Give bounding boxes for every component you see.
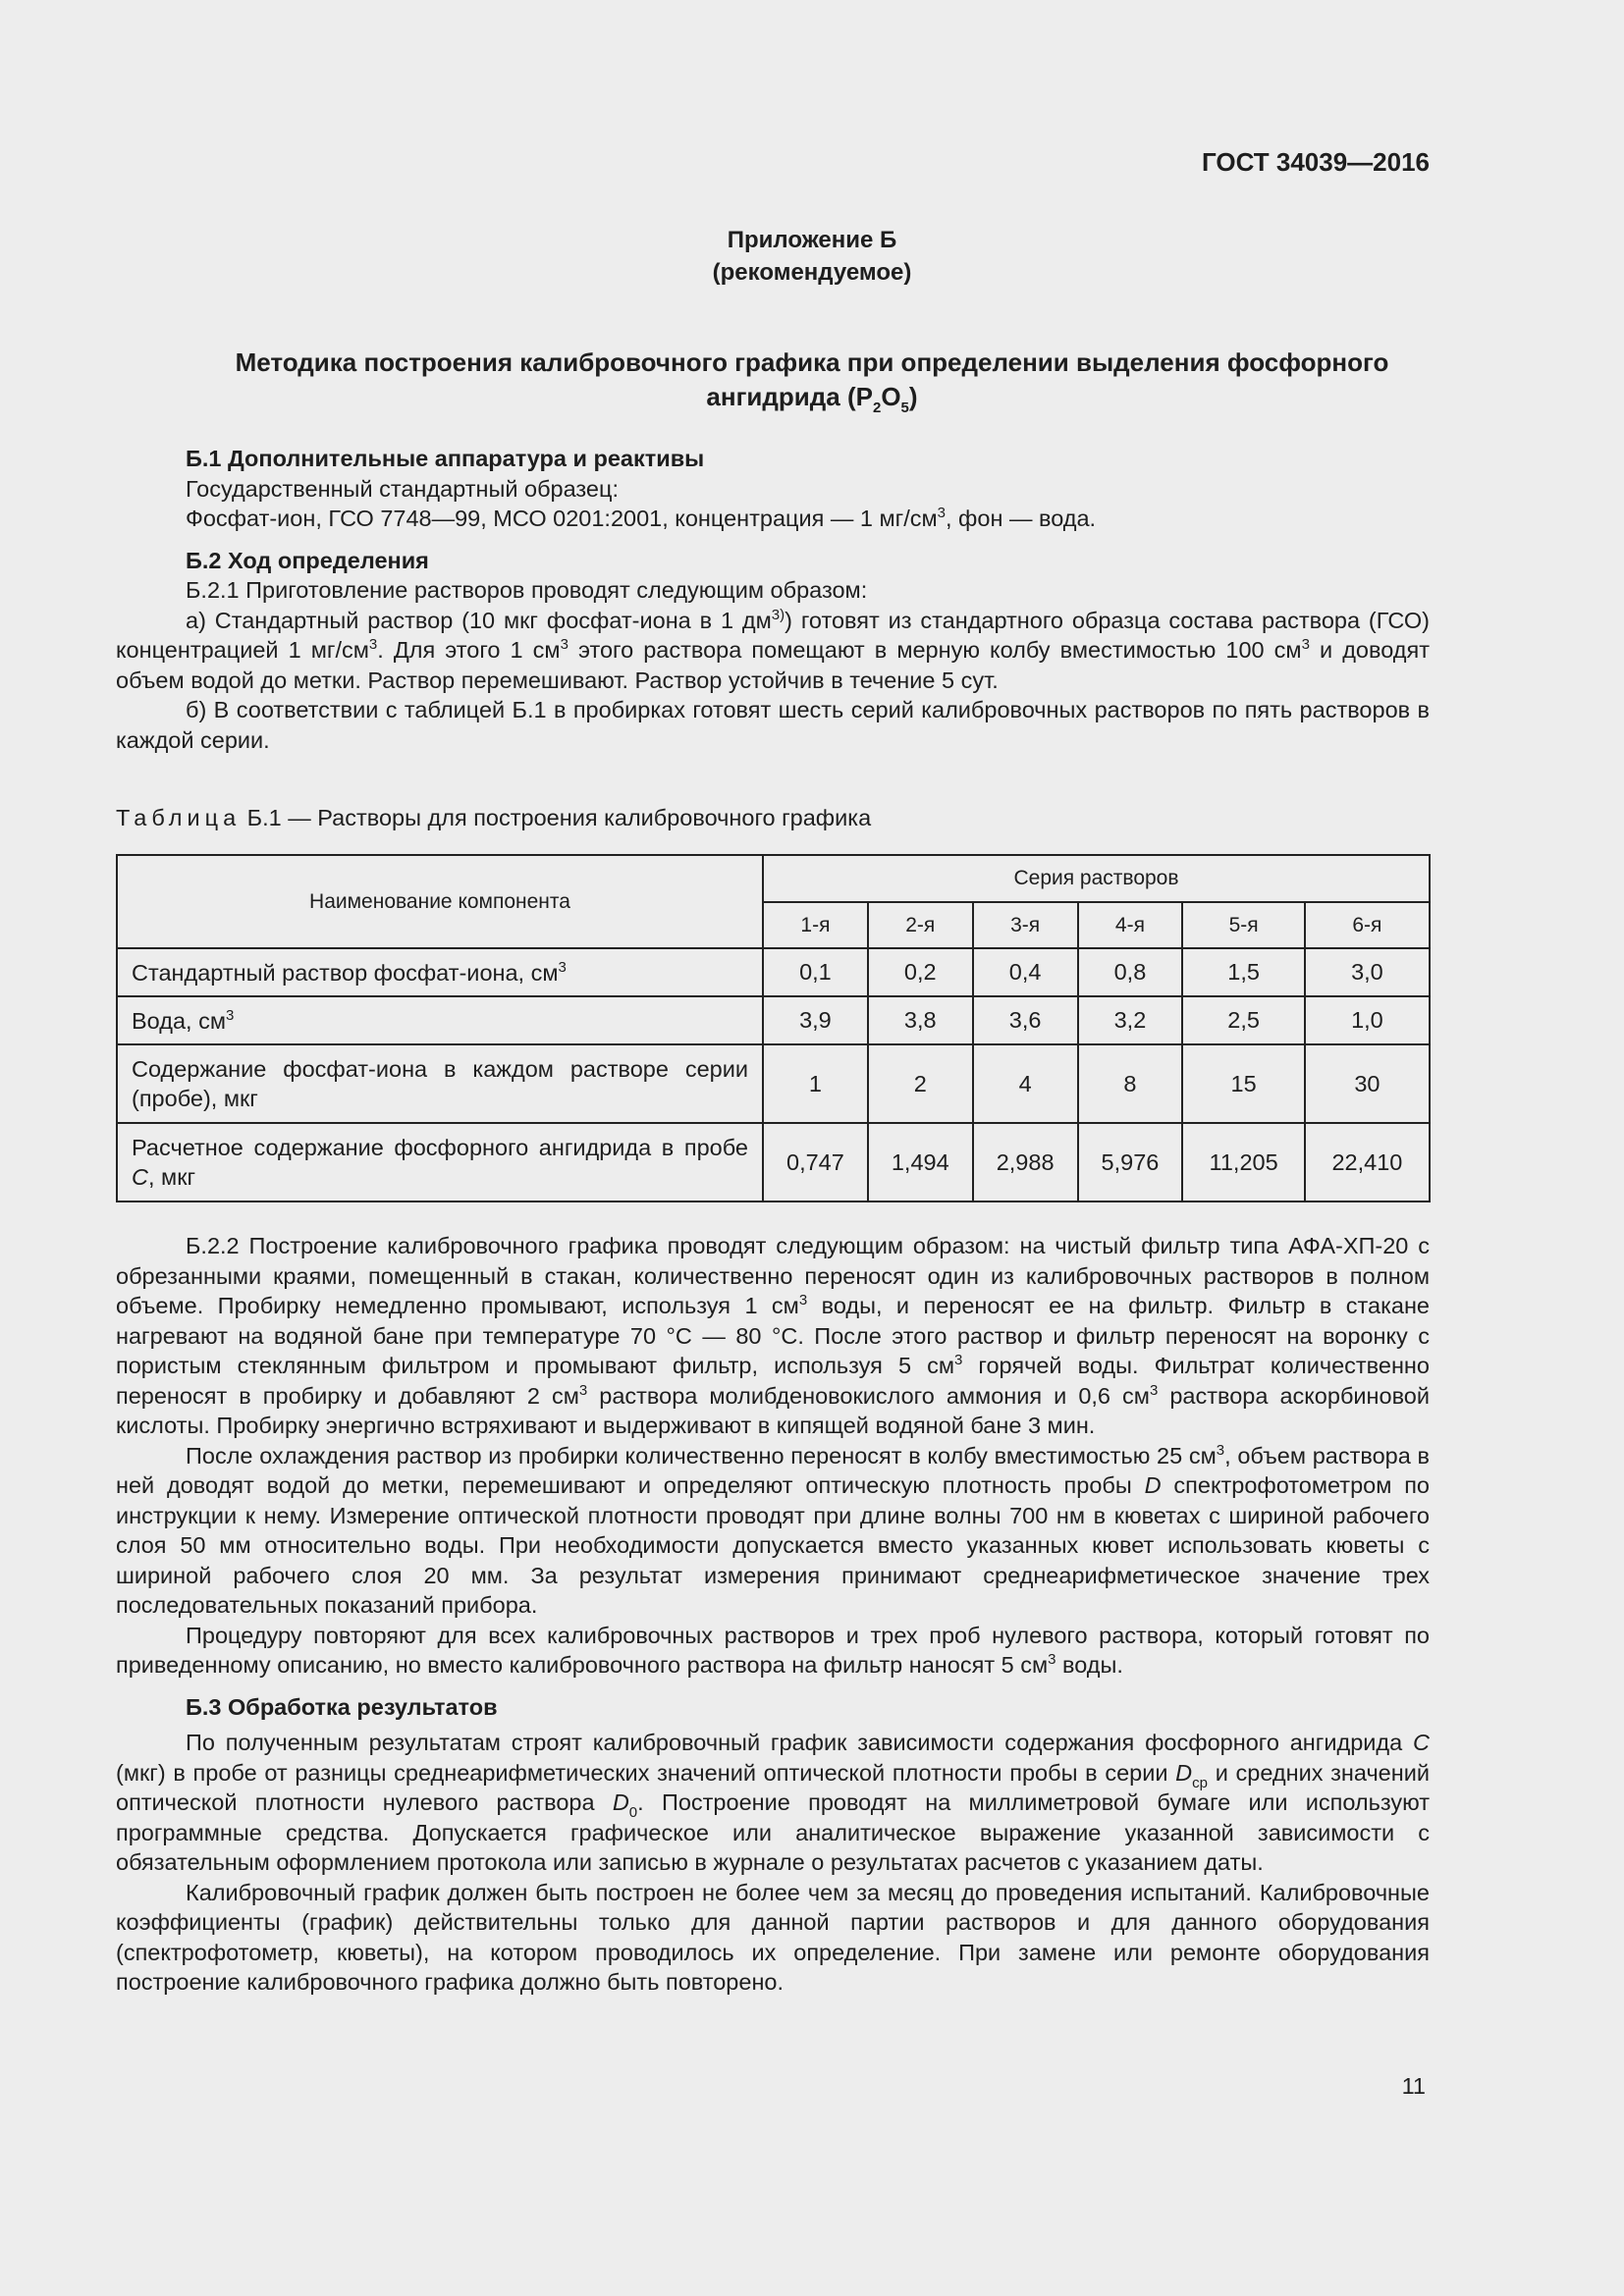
section-b1-b2 — [116, 444, 1430, 755]
row-name: Расчетное содержание фосфорного ангидрида в пробе C, мкг — [117, 1123, 763, 1201]
b3-paragraph-1: По полученным результатам строят калибровочный график зависимости содержания фосфорного ангидрида C (мкг) в пробе от разницы среднеарифметических значений оптической плотности пробы в серии $D_{ср}$ и средних значений оптической плотности нулевого раствора $D_0$. Построение проводят на миллиметровой бумаге или используют программные средства. Допускается графическое или аналитическое выражение указанной зависимости с обязательным оформлением протокола или записью в журнале о результатах расчетов с указанием даты. — [116, 1730, 1430, 1875]
header-series-5: 5-я — [1182, 902, 1304, 948]
cell-value: 2 — [868, 1044, 973, 1123]
cell-value: 0,747 — [763, 1123, 868, 1201]
cell-value: 15 — [1182, 1044, 1304, 1123]
cell-value: 0,4 — [973, 948, 1078, 996]
table-row — [117, 1044, 1430, 1123]
appendix-status: (рекомендуемое) — [712, 259, 912, 286]
table-row — [117, 948, 1430, 996]
appendix-title — [137, 346, 1487, 414]
cell-value: 1,5 — [1182, 948, 1304, 996]
b3-paragraph-2: Калибровочный график должен быть построен не более чем за месяц до проведения испытаний. Калибровочные коэффициенты (график) действительны только для данной партии растворов и для данного оборудования (спектрофотометр, кюветы), на котором проводилось их определение. При замене или ремонте оборудования построение калибровочного графика должно быть повторено. — [116, 1879, 1430, 1995]
cell-value: 3,9 — [763, 996, 868, 1044]
b2-2-paragraph-1: Б.2.2 Построение калибровочного графика проводят следующим образом: на чистый фильтр типа АФА-ХП-20 с обрезанными краями, помещенный в стакан, количественно переносят один из калибровочных растворов в полном объеме. Пробирку немедленно промывают, используя 1 $см^3$ воды, и переносят ее на фильтр. Фильтр в стакане нагревают на водяной бане при температуре 70 °С — 80 °С. После этого раствор и фильтр переносят на воронку с пористым стеклянным фильтром и промывают фильтр, используя 5 $см^3$ горячей воды. Фильтрат количественно переносят в пробирку и добавляют 2 $см^3$ раствора молибденовокислого аммония и 0,6 $см^3$ раствора аскорбиновой кислоты. Пробирку энергично встряхивают и выдерживают в кипящей водяной бане 3 мин. — [116, 1233, 1431, 1438]
title-line-2: ангидрида $(P_2O_5)$ — [706, 382, 918, 416]
header-series-6: 6-я — [1305, 902, 1430, 948]
cell-value: 22,410 — [1305, 1123, 1430, 1201]
cell-value: 11,205 — [1182, 1123, 1304, 1201]
cell-value: 0,1 — [763, 948, 868, 996]
section-b1-heading: Б.1 Дополнительные аппаратура и реактивы — [186, 446, 705, 471]
solutions-table — [116, 854, 1431, 1202]
cell-value: 2,988 — [973, 1123, 1078, 1201]
cell-value: 1,494 — [868, 1123, 973, 1201]
cell-value: 3,2 — [1078, 996, 1183, 1044]
cell-value: 1 — [763, 1044, 868, 1123]
cell-value: 4 — [973, 1044, 1078, 1123]
header-series: Серия растворов — [763, 855, 1430, 902]
b1-line-1: Государственный стандартный образец: — [186, 475, 619, 502]
header-series-2: 2-я — [868, 902, 973, 948]
row-name: Содержание фосфат-иона в каждом растворе серии (пробе), мкг — [117, 1044, 763, 1123]
header-series-3: 3-я — [973, 902, 1078, 948]
b2-1-b-paragraph: б) В соответствии с таблицей Б.1 в пробирках готовят шесть серий калибровочных растворов по пять растворов в каждой серии. — [116, 697, 1430, 753]
table-row — [117, 1123, 1430, 1201]
b2-2-paragraph-3: Процедуру повторяют для всех калибровочных растворов и трех проб нулевого раствора, который готовят по приведенному описанию, но вместо калибровочного раствора на фильтр наносят 5 $см^3$ воды. — [116, 1622, 1430, 1678]
header-series-4: 4-я — [1078, 902, 1183, 948]
appendix-label: Приложение Б — [727, 227, 897, 253]
row-name: Стандартный раствор фосфат-иона, $см^3$ — [117, 948, 763, 996]
table-caption: Таблица Б.1 — Растворы для построения калибровочного графика — [116, 805, 872, 830]
cell-value: 3,0 — [1305, 948, 1430, 996]
cell-value: 30 — [1305, 1044, 1430, 1123]
title-line-1: Методика построения калибровочного графика при определении выделения фосфорного — [235, 347, 1389, 377]
cell-value: 0,2 — [868, 948, 973, 996]
cell-value: 1,0 — [1305, 996, 1430, 1044]
cell-value: 0,8 — [1078, 948, 1183, 996]
section-b22-b3 — [116, 1231, 1430, 1998]
section-b2-heading: Б.2 Ход определения — [186, 547, 429, 573]
cell-value: 3,6 — [973, 996, 1078, 1044]
appendix-heading — [0, 224, 1624, 289]
b2-1-paragraph: Б.2.1 Приготовление растворов проводят следующим образом: — [186, 577, 868, 603]
page-number: 11 — [1401, 2073, 1426, 2099]
cell-value: 8 — [1078, 1044, 1183, 1123]
document-code: ГОСТ 34039—2016 — [1202, 147, 1430, 177]
table-row — [117, 996, 1430, 1044]
header-series-1: 1-я — [763, 902, 868, 948]
section-b3-heading: Б.3 Обработка результатов — [186, 1693, 498, 1720]
cell-value: 3,8 — [868, 996, 973, 1044]
cell-value: 5,976 — [1078, 1123, 1183, 1201]
b1-line-2: Фосфат-ион, ГСО 7748—99, МСО 0201:2001, концентрация — 1 $мг/см^3$, фон — вода. — [186, 505, 1097, 531]
cell-value: 2,5 — [1182, 996, 1304, 1044]
row-name: Вода, $см^3$ — [117, 996, 763, 1044]
b2-1-a-paragraph: а) Стандартный раствор (10 мкг фосфат-иона в 1 $дм^{3)}$) готовят из стандартного образца состава раствора (ГСО) концентрацией 1 $мг/см^3$. Для этого 1 $см^3$ этого раствора помещают в мерную колбу вместимостью 100 $см^3$ и доводят объем водой до метки. Раствор перемешивают. Раствор устойчив в течение 5 сут. — [116, 606, 1430, 693]
b2-2-paragraph-2: После охлаждения раствор из пробирки количественно переносят в колбу вместимостью 25 $см^3$, объем раствора в ней доводят водой до метки, перемешивают и определяют оптическую плотность пробы D спектрофотометром по инструкции к нему. Измерение оптической плотности проводят при длине волны 700 нм в кюветах с шириной рабочего слоя 50 мм относительно воды. При необходимости допускается вместо указанных кювет использовать кюветы с шириной рабочего слоя 20 мм. За результат измерения принимают среднеарифметическое значение трех последовательных показаний прибора. — [116, 1441, 1430, 1618]
header-component-name: Наименование компонента — [117, 855, 763, 948]
